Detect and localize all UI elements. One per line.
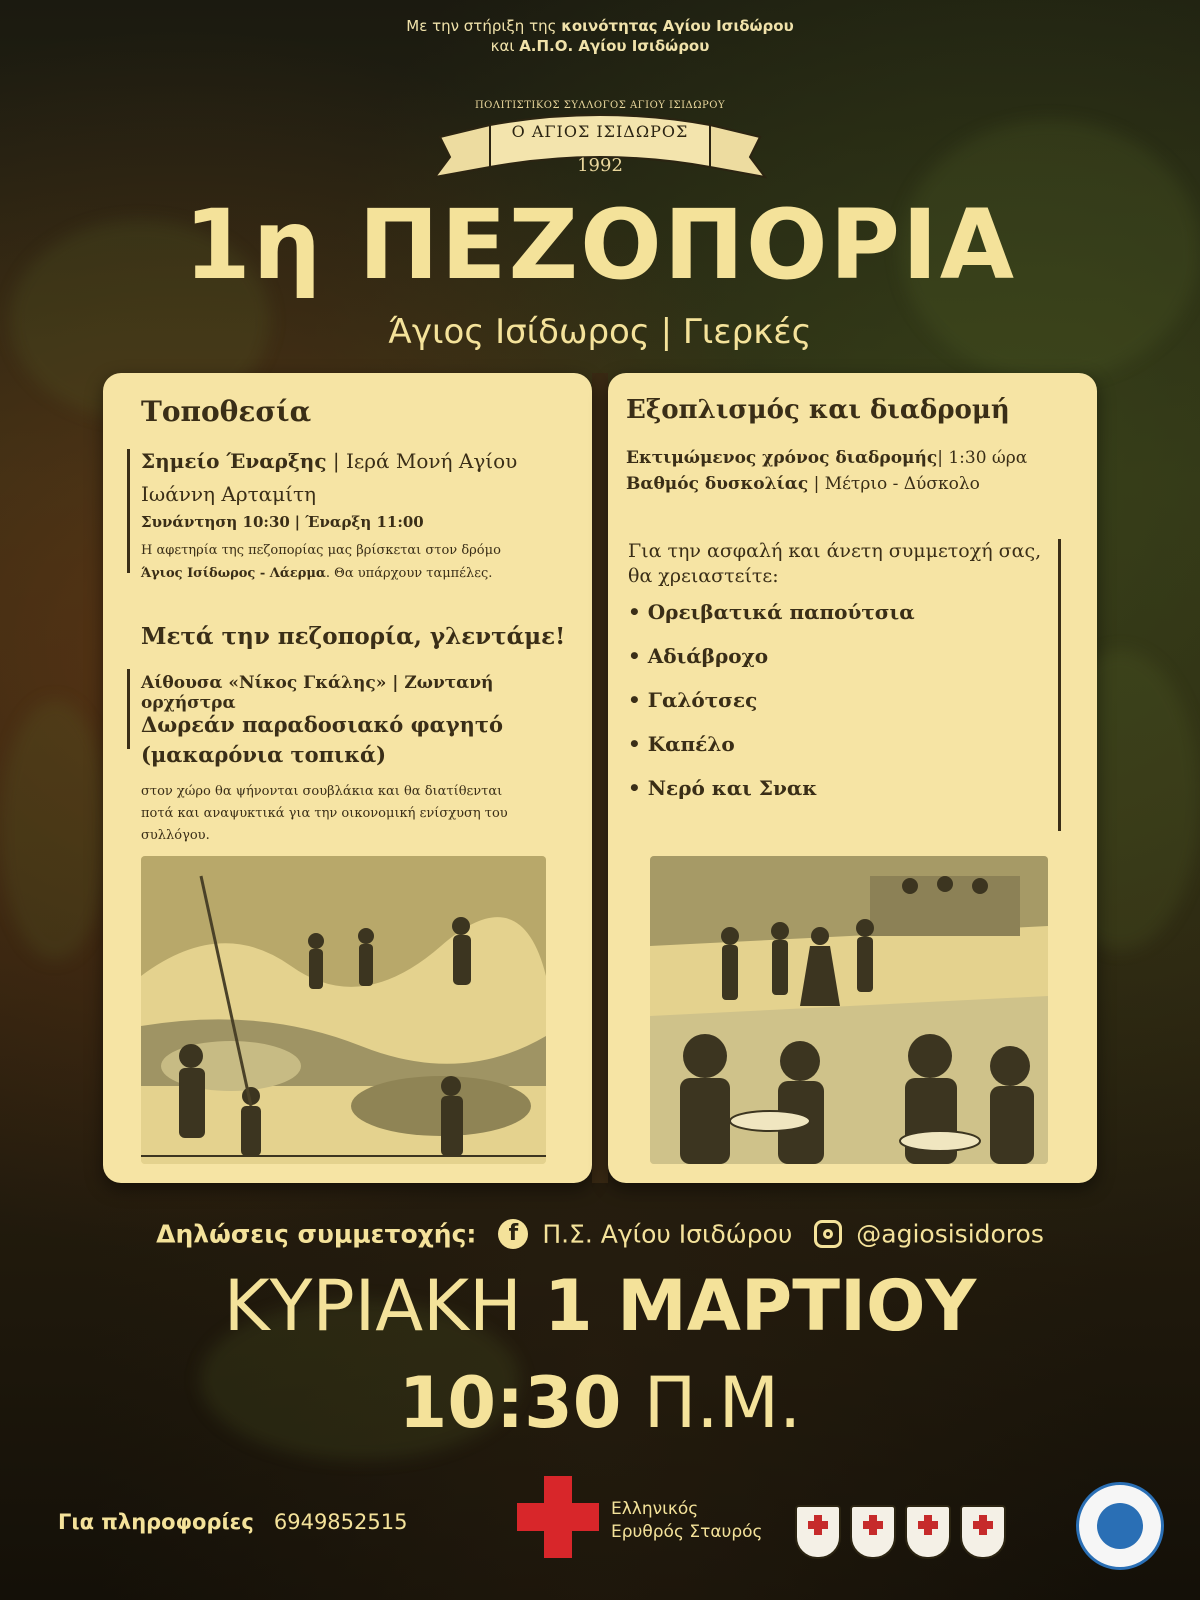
event-date xyxy=(0,1265,1200,1347)
shield-logo-icon xyxy=(960,1505,1006,1559)
support-club: Α.Π.Ο. Αγίου Ισιδώρου xyxy=(519,37,710,55)
equipment-heading: Εξοπλισμός και διαδρομή xyxy=(626,395,1010,425)
support-credits xyxy=(0,16,1200,56)
start-description xyxy=(141,539,581,585)
equipment-item: • Ορειβατικά παπούτσια xyxy=(628,598,915,642)
intro-line1: Για την ασφαλή και άνετη συμμετοχή σας, xyxy=(628,540,1042,562)
duration-label: Εκτιμώμενος χρόνος διαδρομής xyxy=(626,448,938,468)
info-phone[interactable]: 6949852515 xyxy=(273,1510,408,1534)
venue-hall: Αίθουσα «Νίκος Γκάλης» xyxy=(141,673,387,693)
emblem-ribbon-text: Ο ΑΓΙΟΣ ΙΣΙΔΩΡΟΣ xyxy=(511,122,689,141)
start-value-1: | Ιερά Μονή Αγίου xyxy=(332,449,518,473)
federation-logo-icon xyxy=(1076,1482,1164,1570)
red-cross-sponsor xyxy=(515,1470,815,1560)
feast-illustration xyxy=(650,856,1048,1164)
red-cross-icon xyxy=(515,1474,601,1560)
support-line1-prefix: Με την στήριξη της xyxy=(406,17,562,35)
desc-line2: . Θα υπάρχουν ταμπέλες. xyxy=(325,566,493,581)
accent-bar xyxy=(1058,539,1061,831)
red-cross-line2: Ερυθρός Σταυρός xyxy=(611,1522,763,1542)
start-point xyxy=(141,445,581,511)
event-time-value: 10:30 xyxy=(398,1362,622,1444)
venue-orchestra: | Ζωντανή ορχήστρα xyxy=(141,673,494,713)
meeting-time: Συνάντηση 10:30 xyxy=(141,513,290,531)
equipment-item: • Γαλότσες xyxy=(628,686,915,730)
shield-logo-icon xyxy=(795,1505,841,1559)
note-line1: στον χώρο θα ψήνονται σουβλάκια και θα διατίθενται xyxy=(141,784,503,799)
desc-line1: Η αφετηρία της πεζοπορίας μας βρίσκεται στον δρόμο xyxy=(141,543,501,558)
start-time: | Έναρξη 11:00 xyxy=(294,513,424,531)
difficulty-value: | Μέτριο - Δύσκολο xyxy=(813,474,980,494)
start-value-2: Ιωάννη Αρταμίτη xyxy=(141,482,317,506)
event-day: ΚΥΡΙΑΚΗ xyxy=(223,1265,522,1347)
support-line2-prefix: και xyxy=(490,37,520,55)
emblem-club-name: ΠΟΛΙΤΙΣΤΙΚΟΣ ΣΥΛΛΟΓΟΣ ΑΓΙΟΥ ΙΣΙΔΩΡΟΥ xyxy=(474,100,726,111)
info-panel xyxy=(103,373,1097,1183)
note-line3: συλλόγου. xyxy=(141,828,210,843)
feast-sketch-icon xyxy=(650,856,1048,1164)
location-heading: Τοποθεσία xyxy=(141,395,312,428)
signup-label: Δηλώσεις συμμετοχής: xyxy=(156,1219,477,1249)
facebook-link[interactable]: Π.Σ. Αγίου Ισιδώρου xyxy=(542,1219,793,1249)
after-hike-heading: Μετά την πεζοπορία, γλεντάμε! xyxy=(141,623,566,650)
equipment-list xyxy=(628,598,915,818)
emblem-year: 1992 xyxy=(577,155,623,176)
info-label: Για πληροφορίες xyxy=(58,1510,254,1534)
free-food xyxy=(141,710,503,770)
signup-line xyxy=(0,1218,1200,1249)
difficulty-label: Βαθμός δυσκολίας xyxy=(626,474,809,494)
equipment-item: • Αδιάβροχο xyxy=(628,642,915,686)
equipment-card xyxy=(608,373,1097,1183)
shield-logo-icon xyxy=(905,1505,951,1559)
hikers-illustration xyxy=(141,856,546,1164)
meeting-times xyxy=(141,513,424,531)
event-date-value: 1 ΜΑΡΤΙΟΥ xyxy=(544,1265,977,1347)
event-time xyxy=(0,1362,1200,1444)
location-card xyxy=(103,373,592,1183)
equipment-intro xyxy=(628,539,1058,589)
red-cross-line1: Ελληνικός xyxy=(611,1499,699,1519)
club-emblem xyxy=(420,95,780,195)
equipment-item: • Νερό και Σνακ xyxy=(628,774,915,818)
federation-emblem-icon xyxy=(1097,1503,1143,1549)
note-line2: ποτά και αναψυκτικά για την οικονομική ενίσχυση του xyxy=(141,806,508,821)
facebook-icon: f xyxy=(498,1219,528,1249)
accent-bar xyxy=(127,449,130,573)
food-note xyxy=(141,781,581,847)
support-community: κοινότητας Αγίου Ισιδώρου xyxy=(561,17,794,35)
shield-logo-icon xyxy=(850,1505,896,1559)
foliage-decor xyxy=(0,700,110,960)
hikers-sketch-icon xyxy=(141,856,546,1164)
equipment-item: • Καπέλο xyxy=(628,730,915,774)
event-time-suffix: Π.Μ. xyxy=(643,1362,802,1444)
free-food-line2: (μακαρόνια τοπικά) xyxy=(141,742,387,767)
instagram-link[interactable]: @agiosisidoros xyxy=(856,1219,1044,1249)
page-subtitle: Άγιος Ισίδωρος | Γιερκές xyxy=(388,312,812,352)
contact-info xyxy=(58,1510,407,1534)
venue-line xyxy=(141,673,592,713)
desc-road: Άγιος Ισίδωρος - Λάερμα xyxy=(141,566,326,581)
start-label: Σημείο Έναρξης xyxy=(141,449,327,473)
intro-line2: θα χρειαστείτε: xyxy=(628,565,779,587)
page-title: 1η ΠΕΖΟΠΟΡΙΑ xyxy=(183,189,1017,301)
free-food-line1: Δωρεάν παραδοσιακό φαγητό xyxy=(141,712,504,737)
panel-divider xyxy=(592,373,608,1183)
accent-bar xyxy=(127,669,130,749)
route-info xyxy=(626,445,1086,497)
duration-value: | 1:30 ώρα xyxy=(937,448,1028,468)
instagram-icon xyxy=(814,1220,842,1248)
red-cross-name xyxy=(611,1498,763,1544)
